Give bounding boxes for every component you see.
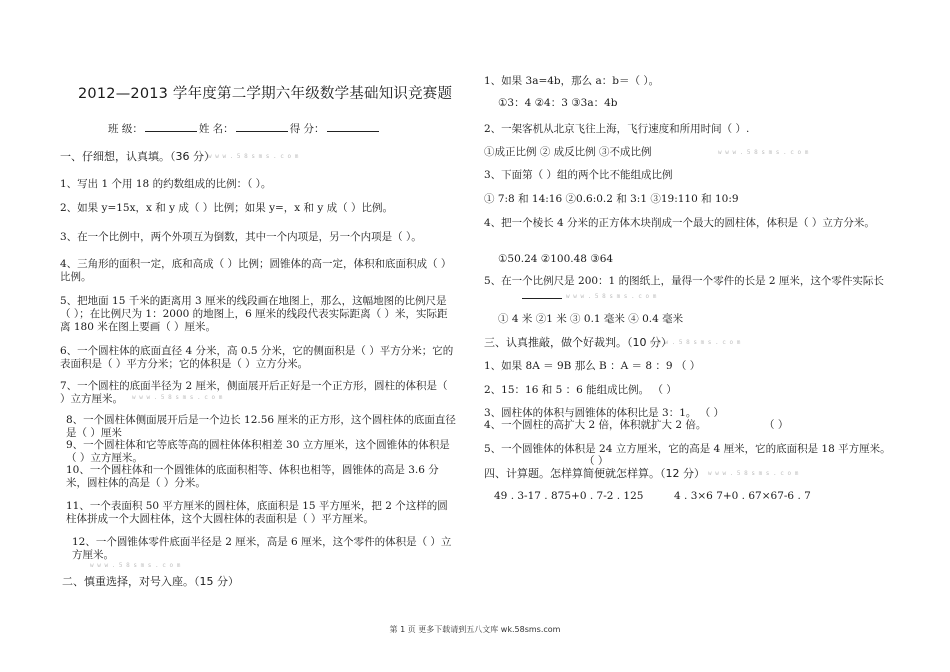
s3-item-5-paren: （ ）	[584, 455, 609, 467]
s3-item-4-paren: （ ）	[764, 419, 789, 431]
watermark: w w w . 5 8 s m s . c o m	[718, 149, 809, 156]
s2-q2-options: ①成正比例 ② 成反比例 ③不成比例	[484, 146, 652, 158]
s1-item-10: 10、一个圆柱体和一个圆锥体的底面积相等、体积也相等，圆锥体的高是 3.6 分米，圆柱体的高是（ ）分米。	[66, 464, 439, 489]
class-field	[108, 121, 381, 136]
watermark: w w w . 5 8 s m s . c o m	[650, 339, 741, 346]
s2-q1: 1、如果 3a=4b，那么 a：b＝（ ）。	[484, 75, 660, 87]
s1-item-12: 12、一个圆锥体零件底面半径是 2 厘米，高是 6 厘米，这个零件的体积是（ ）立方厘米。	[72, 536, 452, 561]
page-footer: 第 1 页 更多下载请到五八文库 wk.58sms.com	[389, 625, 561, 634]
s1-item-4: 4、三角形的面积一定，底和高成（ ）比例；圆锥体的高一定，体积和底面积成（ ）比例。	[60, 258, 452, 283]
watermark: w w w . 5 8 s m s . c o m	[566, 293, 657, 300]
s2-q5-options: ① 4 米 ②1 米 ③ 0.1 毫米 ④ 0.4 毫米	[498, 313, 684, 325]
section1-heading: 一、仔细想，认真填。（36 分）	[60, 150, 215, 163]
watermark: w w w . 5 8 s m s . c o m	[208, 153, 299, 160]
section2-heading: 二、慎重选择，对号入座。（15 分）	[62, 575, 239, 588]
s1-item-7: 7、一个圆柱的底面半径为 2 厘米，侧面展开后正好是一个正方形，圆柱的体积是（ ）立方厘米。	[60, 380, 448, 405]
s3-item-1: 1、如果 8A ＝ 9B 那么 B ：A ＝ 8 ：9 （ ）	[484, 360, 701, 372]
s1-item-3: 3、在一个比例中，两个外项互为倒数，其中一个内项是，另一个内项是（ ）。	[60, 231, 422, 243]
watermark: w w w . 5 8 s m s . c o m	[708, 470, 799, 477]
name-label: 姓 名：	[198, 123, 234, 135]
s3-item-4: 4、一个圆柱的高扩大 2 倍，体积就扩大 2 倍。	[484, 419, 707, 431]
s1-item-9: 9、一个圆柱体和它等底等高的圆柱体体积相差 30 立方厘米，这个圆锥体的体积是（ ）立方厘米。	[66, 439, 450, 464]
s1-item-11: 11、一个表面积 50 平方厘米的圆柱体，底面积是 15 平方厘米，把 2 个这样的圆柱体拼成一个大圆柱体，这个大圆柱体的表面积是（ ）平方厘米。	[66, 500, 448, 525]
s1-item-1: 1、写出 1 个用 18 的约数组成的比例：（ ）。	[60, 178, 272, 190]
s2-q5-answer-blank	[522, 298, 562, 299]
s3-item-5: 5、一个圆锥体的体积是 24 立方厘米，它的高是 4 厘米，它的底面积是 18 平方厘米。	[484, 443, 891, 455]
score-label: 得 分：	[289, 123, 325, 135]
s2-q1-options: ①3：4 ②4：3 ③3a：4b	[498, 97, 618, 109]
s3-item-3: 3、圆柱体的体积与圆锥体的体积比是 3：1。 （ ）	[484, 407, 725, 419]
class-label: 班 级：	[108, 123, 143, 135]
section4-heading: 四、计算题。怎样算简便就怎样算。（12 分）	[484, 467, 705, 480]
calc-line-2: 4 . 3×6 7+0 . 67×67-6 . 7	[674, 490, 811, 502]
s1-item-8: 8、一个圆柱体侧面展开后是一个边长 12.56 厘米的正方形，这个圆柱体的底面直径是（ ）厘米	[66, 414, 456, 439]
s2-q5: 5、在一个比例尺是 200：1 的图纸上，量得一个零件的长是 2 厘米，这个零件实际长	[484, 275, 884, 287]
s2-q2: 2、一架客机从北京飞往上海，飞行速度和所用时间（ ）.	[484, 123, 750, 135]
calc-line-1: 49 . 3-17 . 875+0 . 7-2 . 125	[494, 490, 644, 502]
name-blank	[236, 121, 288, 132]
section3-heading: 三、认真推敲，做个好裁判。（10 分）	[484, 336, 672, 349]
s1-item-5: 5、把地面 15 千米的距离用 3 厘米的线段画在地图上，那么，这幅地图的比例尺是（ ）；在比例尺为 1：2000 的地图上，6 厘米的线段代表实际距离（ ）米，实际距离 180 米在图上要画（ ）厘米。	[60, 295, 448, 333]
watermark: w w w . 5 8 s m s . c o m	[132, 394, 223, 401]
s2-q3-options: ① 7:8 和 14:16 ②0.6:0.2 和 3:1 ③19:110 和 10:9	[484, 193, 739, 205]
watermark: w w w . 5 8 s m s . c o m	[90, 562, 181, 569]
s2-q4-options: ①50.24 ②100.48 ③64	[498, 253, 614, 265]
score-blank	[327, 121, 379, 132]
s3-item-2: 2、15：16 和 5 ：6 能组成比例。 （ ）	[484, 384, 677, 396]
s1-item-6: 6、一个圆柱体的底面直径 4 分米，高 0.5 分米，它的侧面积是（ ）平方分米；它的表面积是（ ）平方分米；它的体积是（ ）立方分米。	[60, 345, 454, 370]
class-blank	[145, 121, 197, 132]
page-title: 2012—2013 学年度第二学期六年级数学基础知识竞赛题	[78, 86, 453, 102]
s2-q4: 4、把一个棱长 4 分米的正方体木块削成一个最大的圆柱体，体积是（ ）立方分米。	[484, 217, 875, 229]
s1-item-2: 2、如果 y=15x，x 和 y 成（ ）比例；如果 y=，x 和 y 成（ ）比例。	[60, 202, 394, 214]
s2-q3: 3、下面第（ ）组的两个比不能组成比例	[484, 169, 673, 181]
